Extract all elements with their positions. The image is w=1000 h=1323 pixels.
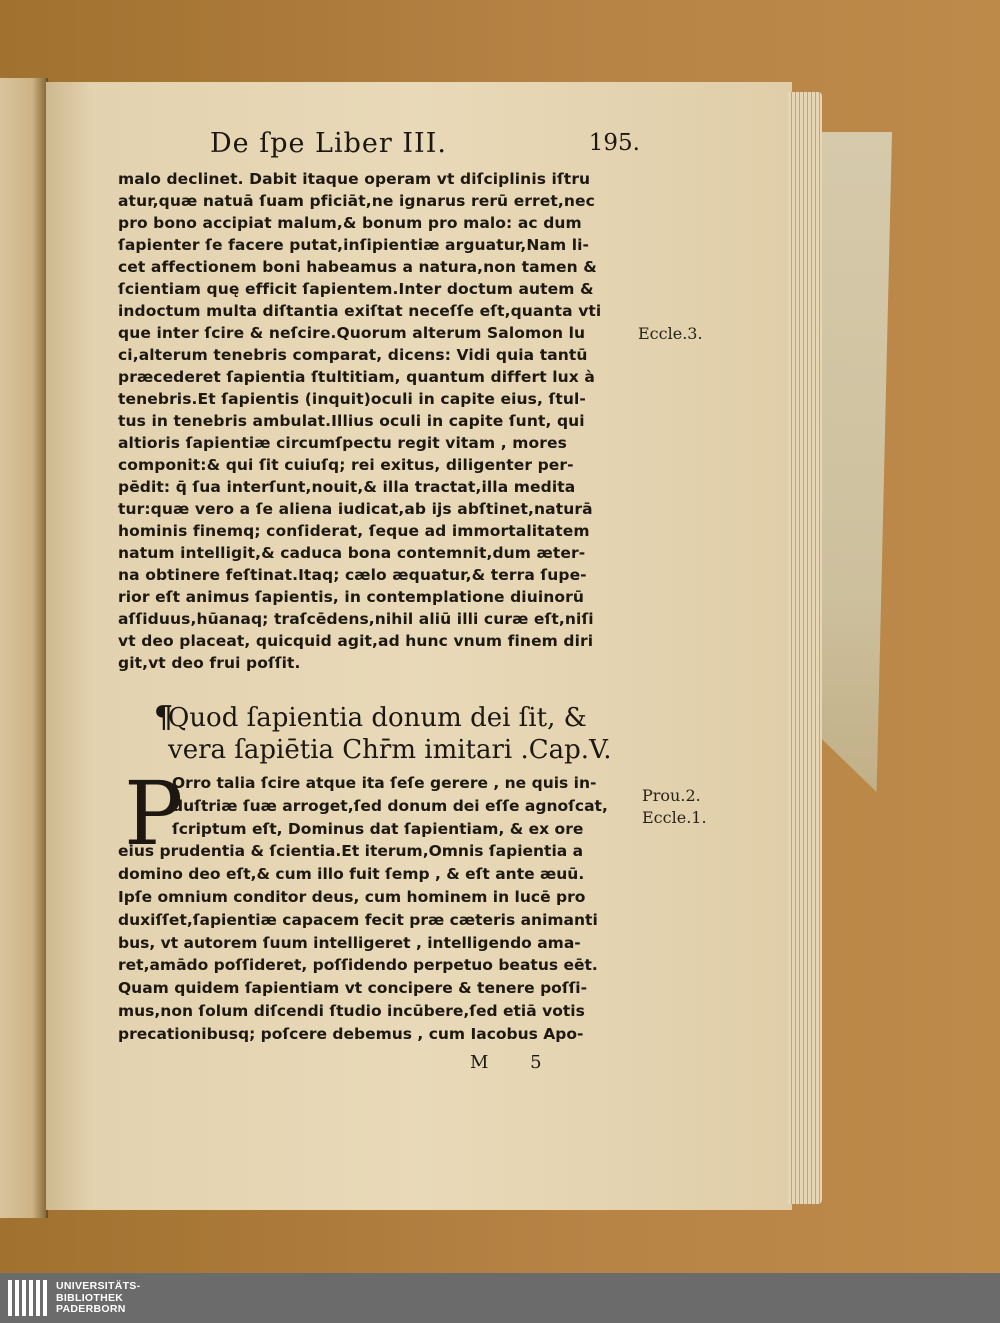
text-line: git,vt deo frui poſſit. [118,654,301,672]
text-line: malo declinet. Dabit itaque operam vt diſciplinis iſtru [118,170,591,188]
text-line: pēdit: q̄ ſua interſunt,nouit,& illa tractat,illa medita [118,478,576,496]
text-line: mus,non ſolum diſcendi ſtudio incūbere,ſed etiā votis [118,1001,585,1020]
library-logo-icon [8,1280,48,1316]
chapter-paragraph [118,762,648,1046]
text-line: cet affectionem boni habeamus a natura,non tamen & [118,258,597,276]
chapter-heading [154,700,628,766]
margin-note-prou-2: Prou.2. [642,786,701,805]
library-footer-bar [0,1273,1000,1323]
text-line: tenebris.Et ſapientis (inquit)oculi in capite eius, ſtul- [118,390,586,408]
text-line: ret,amādo poſſideret, poſſidendo perpetuo beatus eēt. [118,956,598,975]
text-line: eius prudentia & ſcientia.Et iterum,Omnis ſapientia a [118,842,584,861]
text-line: indoctum multa diſtantia exiſtat neceſſe eſt,quanta vti [118,302,602,320]
running-head [210,128,640,168]
text-line: pro bono accipiat malum,& bonum pro malo: ac dum [118,214,582,232]
text-line: Orro talia ſcire atque ita ſeſe gerere , ne quis in- [172,774,597,792]
text-line: Quam quidem ſapientiam vt concipere & tenere poſſi- [118,979,588,998]
margin-note-eccle-1: Eccle.1. [642,808,707,827]
text-line: præcederet ſapientia ſtultitiam, quantum differt lux à [118,368,595,386]
text-line: que inter ſcire & neſcire.Quorum alterum Salomon lu [118,324,586,342]
chapter-heading-line-2: vera ſapiētia Chr̄m imitari .Cap.V. [168,735,612,765]
text-line: Ipſe omnium conditor deus, cum hominem in lucē pro [118,887,586,906]
left-page-edge [0,78,48,1218]
text-line: atur,quæ natuā ſuam pficiāt,ne ignarus rerū erret,nec [118,192,595,210]
text-line: ſapienter ſe facere putat,inſipientiæ arguatur,Nam li- [118,236,590,254]
library-name-line-2: BIBLIOTHEK [56,1291,124,1304]
margin-note-eccle-3: Eccle.3. [638,324,703,343]
pilcrow-mark: ¶ [154,700,174,735]
text-line: rior eſt animus ſapientis, in contemplatione diuinorū [118,588,585,606]
drop-cap: P [124,762,184,865]
library-logo-text [56,1281,140,1316]
page-fore-edge [788,92,822,1204]
text-line: tur:quæ vero a ſe aliena iudicat,ab ijs abſtinet,naturā [118,500,593,518]
text-line: componit:& qui ſit cuiuſq; rei exitus, diligenter per- [118,456,574,474]
page-number: 195. [588,130,640,156]
text-line: ſcriptum eſt, Dominus dat ſapientiam, & ex ore [172,819,584,838]
library-name-line-1: UNIVERSITÄTS- [56,1280,141,1292]
library-name-line-3: PADERBORN [56,1303,126,1315]
text-line: duſtriæ ſuæ arroget,ſed donum dei eſſe agnoſcat, [172,796,608,815]
text-line: precationibusq; poſcere debemus , cum Iacobus Apo- [118,1024,584,1043]
text-line: bus, vt autorem ſuum intelligeret , intelligendo ama- [118,933,581,952]
text-line: vt deo placeat, quicquid agit,ad hunc vnum finem diri [118,632,594,650]
text-line: ci,alterum tenebris comparat, dicens: Vidi quia tantū [118,346,588,364]
text-line: duxiſſet,ſapientiæ capacem fecit præ cæteris animanti [118,910,598,929]
text-line: tus in tenebris ambulat.Illius oculi in capite ſunt, qui [118,412,585,430]
text-line: altioris ſapientiæ circumſpectu regit vitam , mores [118,434,567,452]
body-paragraph [118,168,638,674]
text-line: ſcientiam quę efficit ſapientem.Inter doctum autem & [118,280,594,298]
signature-mark: M 5 [470,1052,560,1073]
text-line: na obtinere feſtinat.Itaq; cælo æquatur,& terra ſupe- [118,566,587,584]
text-line: aſſiduus,hūanaq; traſcēdens,nihil aliū illi curæ eſt,niſi [118,610,594,628]
text-line: natum intelligit,& caduca bona contemnit,dum æter- [118,544,586,562]
running-head-title: De ſpe Liber III. [210,128,447,159]
chapter-heading-line-1: Quod ſapientia donum dei ſit, & [168,703,587,733]
text-line: domino deo eſt,& cum illo fuit ſemp , & eſt ante æuū. [118,865,585,884]
text-line: hominis finemq; conſiderat, ſeque ad immortalitatem [118,522,590,540]
